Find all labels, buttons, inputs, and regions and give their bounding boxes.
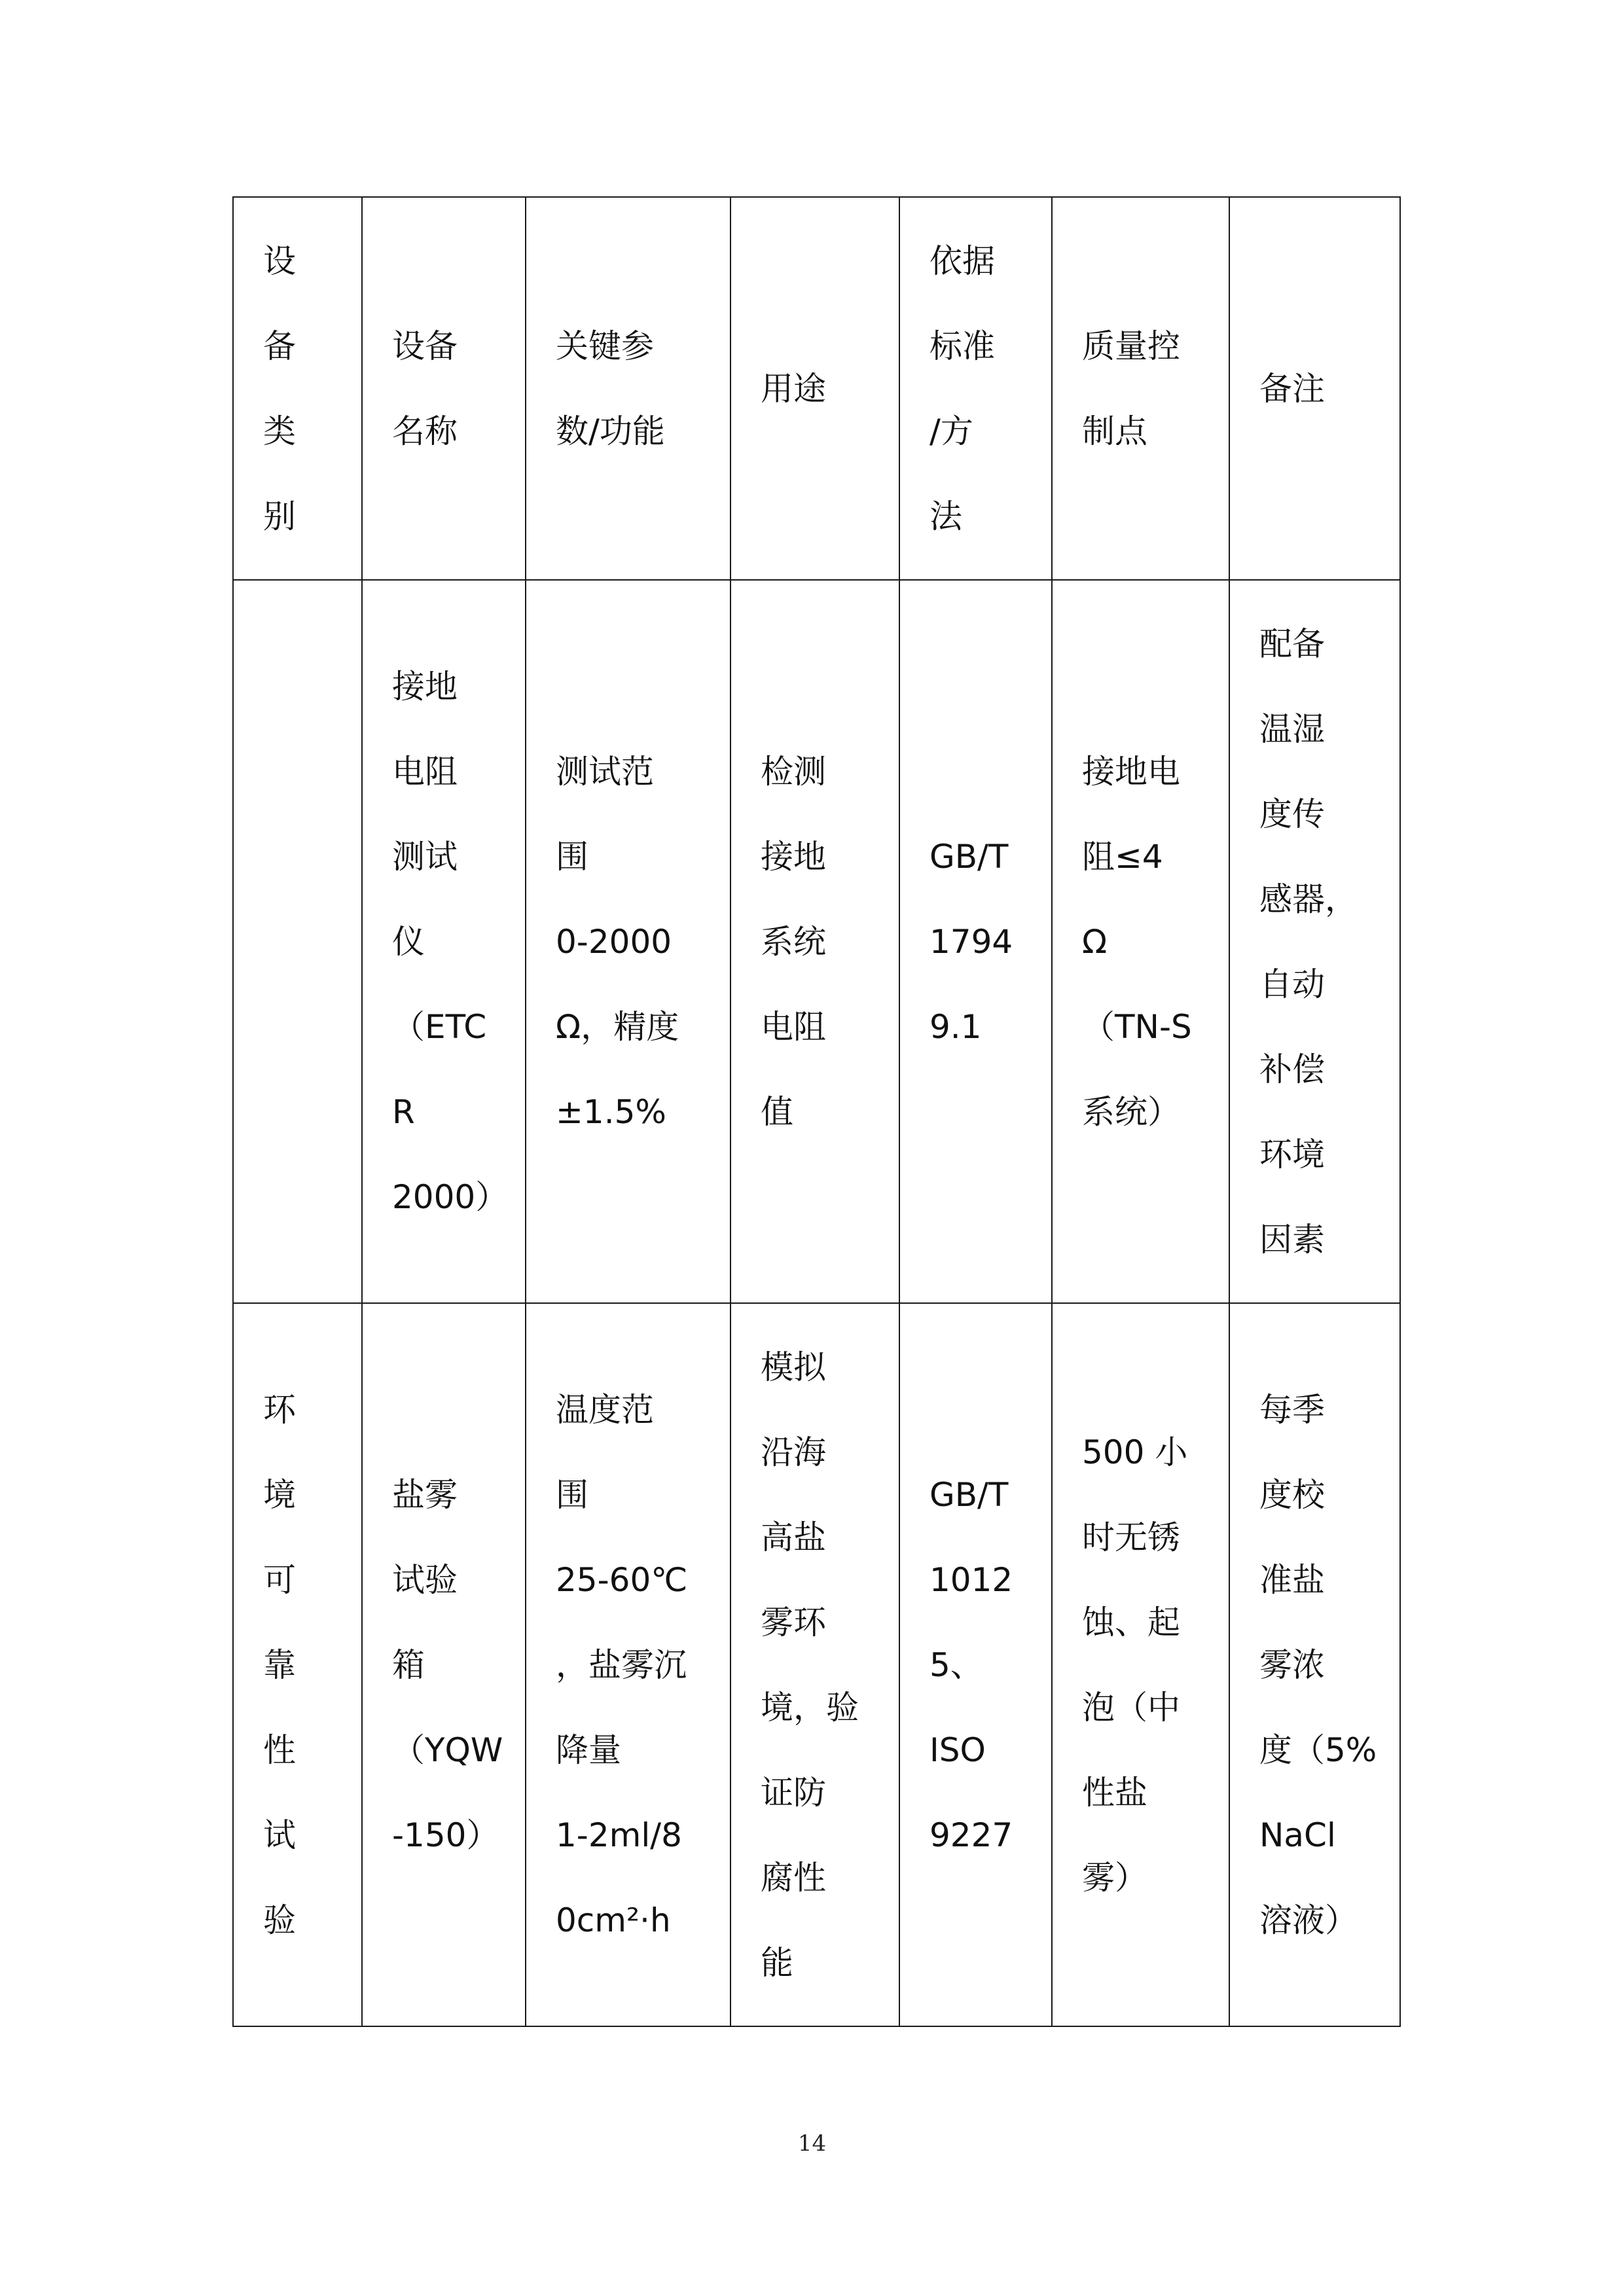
cell-quality: 500 小 时无锈 蚀、起 泡（中 性盐 雾） [1052, 1303, 1229, 2026]
cell-name: 盐雾 试验 箱 （YQW -150） [362, 1303, 526, 2026]
cell-purpose: 模拟 沿海 高盐 雾环 境，验 证防 腐性 能 [731, 1303, 899, 2026]
cell-quality: 接地电 阻≤4 Ω （TN-S 系统） [1052, 580, 1229, 1303]
cell-note: 每季 度校 准盐 雾浓 度（5% NaCl 溶液） [1229, 1303, 1400, 2026]
cell-note: 配备 温湿 度传 感器， 自动 补偿 环境 因素 [1229, 580, 1400, 1303]
page-number: 14 [797, 2130, 827, 2157]
cell-name: 接地 电阻 测试 仪 （ETC R 2000） [362, 580, 526, 1303]
cell-purpose: 检测 接地 系统 电阻 值 [731, 580, 899, 1303]
equipment-spec-table [232, 196, 1401, 2027]
header-key-params: 关键参 数/功能 [526, 197, 731, 580]
header-equipment-category: 设 备 类 别 [233, 197, 362, 580]
table-row [233, 1303, 1400, 2026]
header-standard: 依据 标准 /方 法 [899, 197, 1052, 580]
cell-standard: GB/T 1794 9.1 [899, 580, 1052, 1303]
header-purpose: 用途 [731, 197, 899, 580]
cell-category: 环 境 可 靠 性 试 验 [233, 1303, 362, 2026]
cell-params: 温度范 围 25-60℃ ，盐雾沉 降量 1-2ml/8 0cm²·h [526, 1303, 731, 2026]
table-header-row [233, 197, 1400, 580]
header-quality-control: 质量控 制点 [1052, 197, 1229, 580]
cell-standard: GB/T 1012 5、 ISO 9227 [899, 1303, 1052, 2026]
header-equipment-name: 设备 名称 [362, 197, 526, 580]
cell-category [233, 580, 362, 1303]
header-note: 备注 [1229, 197, 1400, 580]
table-row [233, 580, 1400, 1303]
cell-params: 测试范 围 0-2000 Ω，精度 ±1.5% [526, 580, 731, 1303]
